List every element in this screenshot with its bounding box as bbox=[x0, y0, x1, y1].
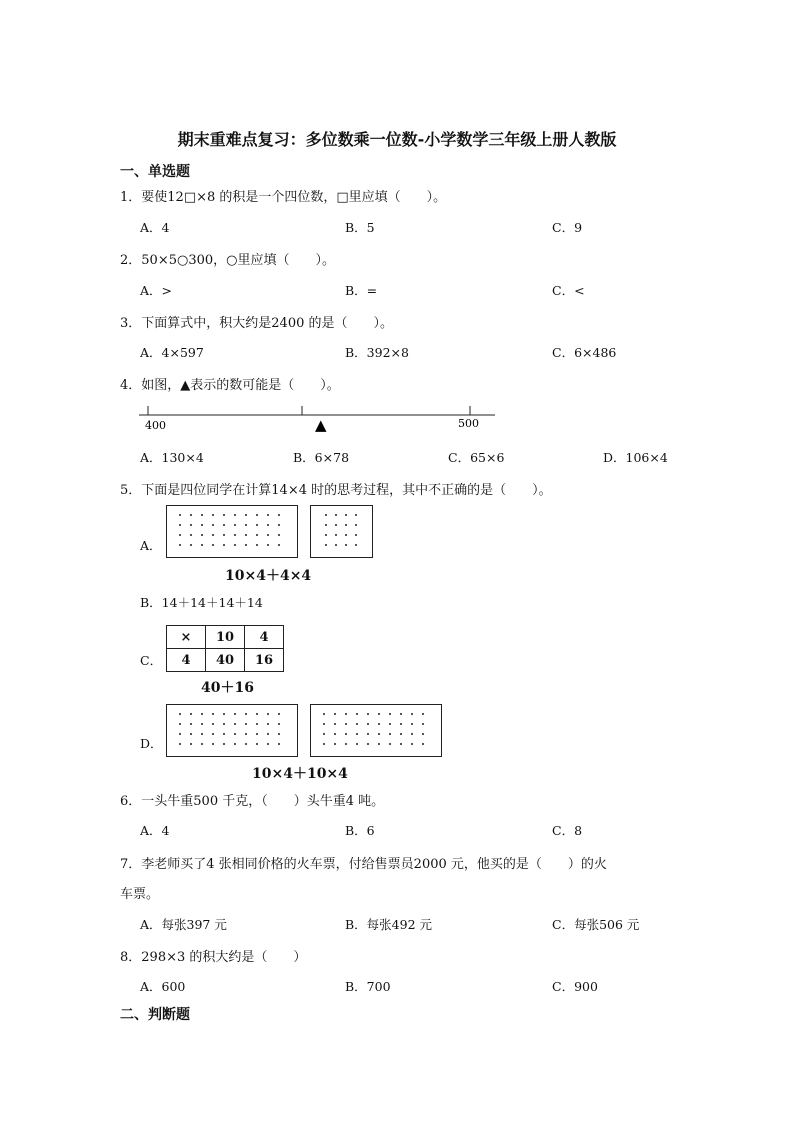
dot bbox=[179, 713, 181, 715]
dot bbox=[325, 514, 327, 516]
dot bbox=[234, 743, 236, 745]
dot bbox=[223, 723, 225, 725]
dot bbox=[179, 743, 181, 745]
dot bbox=[179, 544, 181, 546]
dot bbox=[267, 733, 269, 735]
dot bbox=[334, 723, 336, 725]
question-5: 5．下面是四位同学在计算14×4 时的思考过程，其中不正确的是（ ）。 bbox=[120, 483, 552, 498]
triangle-marker-icon: ▲ bbox=[315, 416, 327, 434]
q4-option-c[interactable]: C．65×6 bbox=[448, 450, 505, 465]
dot bbox=[179, 534, 181, 536]
dot bbox=[422, 743, 424, 745]
q5-a-expression: 10×4＋4×4 bbox=[225, 568, 312, 584]
dot bbox=[278, 514, 280, 516]
dot bbox=[201, 544, 203, 546]
question-8: 8．298×3 的积大约是（ ） bbox=[120, 950, 307, 965]
dot bbox=[389, 723, 391, 725]
dot bbox=[389, 743, 391, 745]
q2-option-c[interactable]: C．< bbox=[552, 283, 585, 298]
dot bbox=[367, 713, 369, 715]
dot bbox=[422, 713, 424, 715]
dot bbox=[345, 544, 347, 546]
q8-option-c[interactable]: C．900 bbox=[552, 979, 598, 994]
table-cell: 40 bbox=[206, 649, 245, 672]
dot bbox=[234, 733, 236, 735]
dot-array-10x4-second bbox=[310, 704, 442, 757]
question-2: 2．50×5○300，○里应填（ ）。 bbox=[120, 253, 335, 268]
dot bbox=[345, 723, 347, 725]
dot bbox=[400, 723, 402, 725]
table-cell: × bbox=[167, 626, 206, 649]
dot bbox=[201, 534, 203, 536]
dot bbox=[190, 723, 192, 725]
table-cell: 16 bbox=[245, 649, 284, 672]
dot bbox=[345, 524, 347, 526]
dot bbox=[190, 733, 192, 735]
dot bbox=[356, 733, 358, 735]
dot bbox=[256, 743, 258, 745]
dot bbox=[267, 743, 269, 745]
dot bbox=[190, 534, 192, 536]
dot bbox=[345, 733, 347, 735]
dot bbox=[245, 514, 247, 516]
dot bbox=[267, 524, 269, 526]
dot bbox=[323, 743, 325, 745]
dot bbox=[411, 743, 413, 745]
dot bbox=[278, 524, 280, 526]
table-cell: 4 bbox=[167, 649, 206, 672]
dot bbox=[267, 544, 269, 546]
dot bbox=[278, 733, 280, 735]
dot bbox=[245, 743, 247, 745]
table-cell: 10 bbox=[206, 626, 245, 649]
dot bbox=[212, 713, 214, 715]
dot bbox=[422, 733, 424, 735]
dot bbox=[278, 743, 280, 745]
dot bbox=[201, 723, 203, 725]
dot-array-10x4-first bbox=[166, 704, 298, 757]
dot bbox=[245, 544, 247, 546]
dot bbox=[335, 534, 337, 536]
section-heading-single-choice: 一、单选题 bbox=[120, 164, 190, 180]
dot bbox=[355, 544, 357, 546]
dot bbox=[223, 713, 225, 715]
question-3: 3．下面算式中，积大约是2400 的是（ ）。 bbox=[120, 316, 393, 331]
dot bbox=[179, 733, 181, 735]
dot bbox=[179, 514, 181, 516]
dot bbox=[212, 514, 214, 516]
q7-option-a[interactable]: A．每张397 元 bbox=[140, 917, 227, 932]
dot bbox=[335, 524, 337, 526]
dot bbox=[267, 723, 269, 725]
dot bbox=[212, 723, 214, 725]
dot bbox=[345, 534, 347, 536]
question-6: 6．一头牛重500 千克，（ ）头牛重4 吨。 bbox=[120, 794, 385, 809]
dot bbox=[223, 514, 225, 516]
dot bbox=[334, 743, 336, 745]
question-7-line-1: 7．李老师买了4 张相同价格的火车票，付给售票员2000 元，他买的是（ ）的火 bbox=[120, 857, 607, 872]
dot bbox=[245, 733, 247, 735]
dot bbox=[234, 514, 236, 516]
q5-c-expression: 40＋16 bbox=[201, 680, 254, 696]
dot bbox=[267, 713, 269, 715]
q5-d-expression: 10×4＋10×4 bbox=[252, 766, 348, 782]
dot bbox=[278, 534, 280, 536]
dot bbox=[378, 743, 380, 745]
dot bbox=[190, 743, 192, 745]
dot bbox=[411, 713, 413, 715]
q1-option-c[interactable]: C．9 bbox=[552, 220, 583, 235]
dot bbox=[201, 743, 203, 745]
page-title: 期末重难点复习：多位数乘一位数-小学数学三年级上册人教版 bbox=[177, 130, 617, 149]
dot bbox=[256, 524, 258, 526]
dot bbox=[223, 544, 225, 546]
dot bbox=[256, 514, 258, 516]
dot bbox=[356, 743, 358, 745]
dot bbox=[422, 723, 424, 725]
dot bbox=[334, 713, 336, 715]
dot bbox=[325, 544, 327, 546]
dot bbox=[223, 733, 225, 735]
dot bbox=[212, 544, 214, 546]
dot bbox=[190, 544, 192, 546]
dot bbox=[234, 544, 236, 546]
q4-option-b[interactable]: B．6×78 bbox=[293, 450, 350, 465]
dot bbox=[278, 713, 280, 715]
multiplication-table bbox=[166, 625, 284, 672]
dot bbox=[190, 524, 192, 526]
dot bbox=[201, 514, 203, 516]
dot bbox=[212, 733, 214, 735]
dot bbox=[234, 524, 236, 526]
dot bbox=[335, 514, 337, 516]
dot bbox=[245, 524, 247, 526]
dot bbox=[179, 524, 181, 526]
q5-option-b[interactable]: B．14＋14＋14＋14 bbox=[140, 595, 263, 610]
number-line-right-label: 500 bbox=[458, 417, 479, 430]
table-cell: 4 bbox=[245, 626, 284, 649]
dot bbox=[378, 733, 380, 735]
dot bbox=[378, 713, 380, 715]
number-line bbox=[135, 402, 505, 434]
q6-option-a[interactable]: A．4 bbox=[140, 823, 170, 838]
dot bbox=[389, 713, 391, 715]
dot bbox=[345, 514, 347, 516]
q8-option-a[interactable]: A．600 bbox=[140, 979, 186, 994]
dot bbox=[234, 723, 236, 725]
dot bbox=[267, 514, 269, 516]
dot bbox=[345, 743, 347, 745]
q6-option-b[interactable]: B．6 bbox=[345, 823, 375, 838]
dot bbox=[223, 524, 225, 526]
dot bbox=[411, 723, 413, 725]
dot bbox=[411, 733, 413, 735]
q2-option-a[interactable]: A．> bbox=[140, 283, 173, 298]
dot bbox=[223, 534, 225, 536]
dot bbox=[223, 743, 225, 745]
dot bbox=[367, 743, 369, 745]
dot bbox=[400, 743, 402, 745]
dot bbox=[400, 713, 402, 715]
dot bbox=[325, 534, 327, 536]
dot bbox=[245, 723, 247, 725]
dot bbox=[212, 524, 214, 526]
q4-option-d[interactable]: D．106×4 bbox=[603, 450, 668, 465]
dot-array-4x4 bbox=[310, 505, 373, 558]
dot bbox=[355, 514, 357, 516]
dot bbox=[212, 534, 214, 536]
q5-option-a[interactable]: A． bbox=[140, 538, 162, 553]
q6-option-c[interactable]: C．8 bbox=[552, 823, 583, 838]
dot bbox=[389, 733, 391, 735]
dot bbox=[245, 713, 247, 715]
question-4: 4．如图，▲表示的数可能是（ ）。 bbox=[120, 378, 340, 393]
q7-option-b[interactable]: B．每张492 元 bbox=[345, 917, 433, 932]
dot bbox=[256, 534, 258, 536]
dot-array-10x4 bbox=[166, 505, 298, 558]
dot bbox=[278, 544, 280, 546]
q3-option-a[interactable]: A．4×597 bbox=[140, 345, 204, 360]
dot bbox=[256, 723, 258, 725]
section-heading-true-false: 二、判断题 bbox=[120, 1007, 190, 1023]
q1-option-b[interactable]: B．5 bbox=[345, 220, 375, 235]
dot bbox=[278, 723, 280, 725]
dot bbox=[323, 733, 325, 735]
dot bbox=[367, 723, 369, 725]
dot bbox=[201, 524, 203, 526]
dot bbox=[323, 723, 325, 725]
q7-option-c[interactable]: C．每张506 元 bbox=[552, 917, 640, 932]
q5-option-d[interactable]: D． bbox=[140, 736, 163, 751]
q4-option-a[interactable]: A．130×4 bbox=[140, 450, 204, 465]
dot bbox=[400, 733, 402, 735]
question-7-line-2: 车票。 bbox=[120, 887, 160, 902]
dot bbox=[323, 713, 325, 715]
dot bbox=[378, 723, 380, 725]
q5-option-c[interactable]: C． bbox=[140, 653, 163, 668]
dot bbox=[190, 514, 192, 516]
dot bbox=[334, 733, 336, 735]
question-1: 1．要使12□×8 的积是一个四位数，□里应填（ ）。 bbox=[120, 190, 447, 205]
q3-option-b[interactable]: B．392×8 bbox=[345, 345, 409, 360]
number-line-left-label: 400 bbox=[145, 419, 166, 432]
dot bbox=[345, 713, 347, 715]
dot bbox=[201, 713, 203, 715]
dot bbox=[325, 524, 327, 526]
q3-option-c[interactable]: C．6×486 bbox=[552, 345, 617, 360]
q1-option-a[interactable]: A．4 bbox=[140, 220, 170, 235]
dot bbox=[355, 524, 357, 526]
dot bbox=[190, 713, 192, 715]
dot bbox=[256, 544, 258, 546]
q8-option-b[interactable]: B．700 bbox=[345, 979, 391, 994]
dot bbox=[256, 733, 258, 735]
dot bbox=[356, 713, 358, 715]
q2-option-b[interactable]: B．= bbox=[345, 283, 378, 298]
dot bbox=[335, 544, 337, 546]
dot bbox=[256, 713, 258, 715]
dot bbox=[234, 713, 236, 715]
dot bbox=[355, 534, 357, 536]
dot bbox=[179, 723, 181, 725]
dot bbox=[212, 743, 214, 745]
dot bbox=[201, 733, 203, 735]
dot bbox=[356, 723, 358, 725]
dot bbox=[234, 534, 236, 536]
dot bbox=[245, 534, 247, 536]
dot bbox=[367, 733, 369, 735]
dot bbox=[267, 534, 269, 536]
